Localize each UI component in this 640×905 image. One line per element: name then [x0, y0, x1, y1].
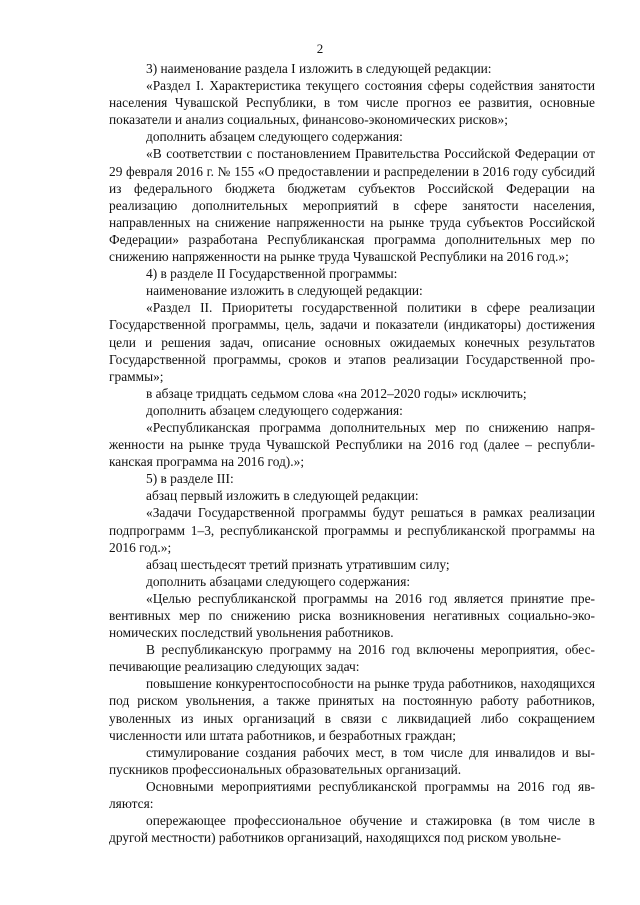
paragraph: опережающее профессиональное обучение и стажировка (в том числе в другой местности) работников организаций, находящихся под риском увольне- — [109, 813, 595, 846]
paragraph: абзац первый изложить в следующей редакции: — [146, 488, 419, 504]
paragraph: В республиканскую программу на 2016 год включены мероприятия, обеспечивающие реализацию следующих задач: — [109, 642, 595, 675]
paragraph: «Раздел II. Приоритеты государственной политики в сфере реализации Государственной программы, цель, задачи и показатели (индикаторы) достижения цели и решения задач, описание основных ожидаемых конечных результатов Государственной программы, сроков и этапов реализации Государственной программы»; — [109, 300, 595, 384]
paragraph: «Раздел I. Характеристика текущего состояния сферы содействия занятости населения Чувашской Республики, в том числе прогноз ее развития, основные показатели и анализ социальных, финансово-экономических рисков»; — [109, 78, 595, 128]
paragraph: «Задачи Государственной программы будут решаться в рамках реализации подпрограмм 1–3, республиканской программы и республиканской программы на 2016 год.»; — [109, 505, 595, 555]
paragraph: 5) в разделе III: — [146, 471, 234, 487]
paragraph: дополнить абзацем следующего содержания: — [146, 129, 403, 145]
paragraph: дополнить абзацами следующего содержания: — [146, 573, 411, 589]
paragraph: 4) в разделе II Государственной программы: — [146, 266, 398, 282]
paragraph: 3) наименование раздела I изложить в следующей редакции: — [146, 61, 492, 76]
paragraph: абзац шестьдесят третий признать утратившим силу; — [146, 556, 450, 572]
paragraph: «Республиканская программа дополнительных мер по снижению напряженности на рынке труда Чувашской Республики на 2016 год (далее – республиканская программа на 2016 год).»; — [109, 419, 595, 470]
paragraph: стимулирование создания рабочих мест, в том числе для инвалидов и выпускников профессиональных образовательных организаций. — [109, 744, 595, 777]
page-number: 2 — [316, 41, 324, 56]
paragraph: «Целью республиканской программы на 2016 год является принятие превентивных мер по снижению риска возникновения негативных социально-экономических последствий увольнения работников. — [109, 590, 595, 641]
paragraph: наименование изложить в следующей редакции: — [146, 283, 423, 299]
paragraph: повышение конкурентоспособности на рынке труда работников, находящихся под риском увольнения, а также принятых на постоянную работу работников, уволенных из иных организаций в связи с ликвидацией либо сокращением численности или штата работников, и безработных граждан; — [109, 676, 595, 743]
paragraph: «В соответствии с постановлением Правительства Российской Федерации от 29 февраля 2016 г. № 155 «О предоставлении и распределении в 2016 году субсидий из федерального бюджета бюджетам субъектов Российской Федерации на реализацию дополнительных мероприятий в сфере занятости населения, направленных на снижение напряженности на рынке труда субъектов Российской Федерации» разработана Республиканская программа дополнительных мер по снижению напряженности на рынке труда Чувашской Республики на 2016 год.»; — [109, 146, 595, 265]
document-body — [109, 60, 595, 846]
paragraph: Основными мероприятиями республиканской программы на 2016 год являются: — [109, 778, 595, 812]
paragraph: дополнить абзацем следующего содержания: — [146, 402, 403, 418]
paragraph: в абзаце тридцать седьмом слова «на 2012–2020 годы» исключить; — [146, 385, 527, 401]
